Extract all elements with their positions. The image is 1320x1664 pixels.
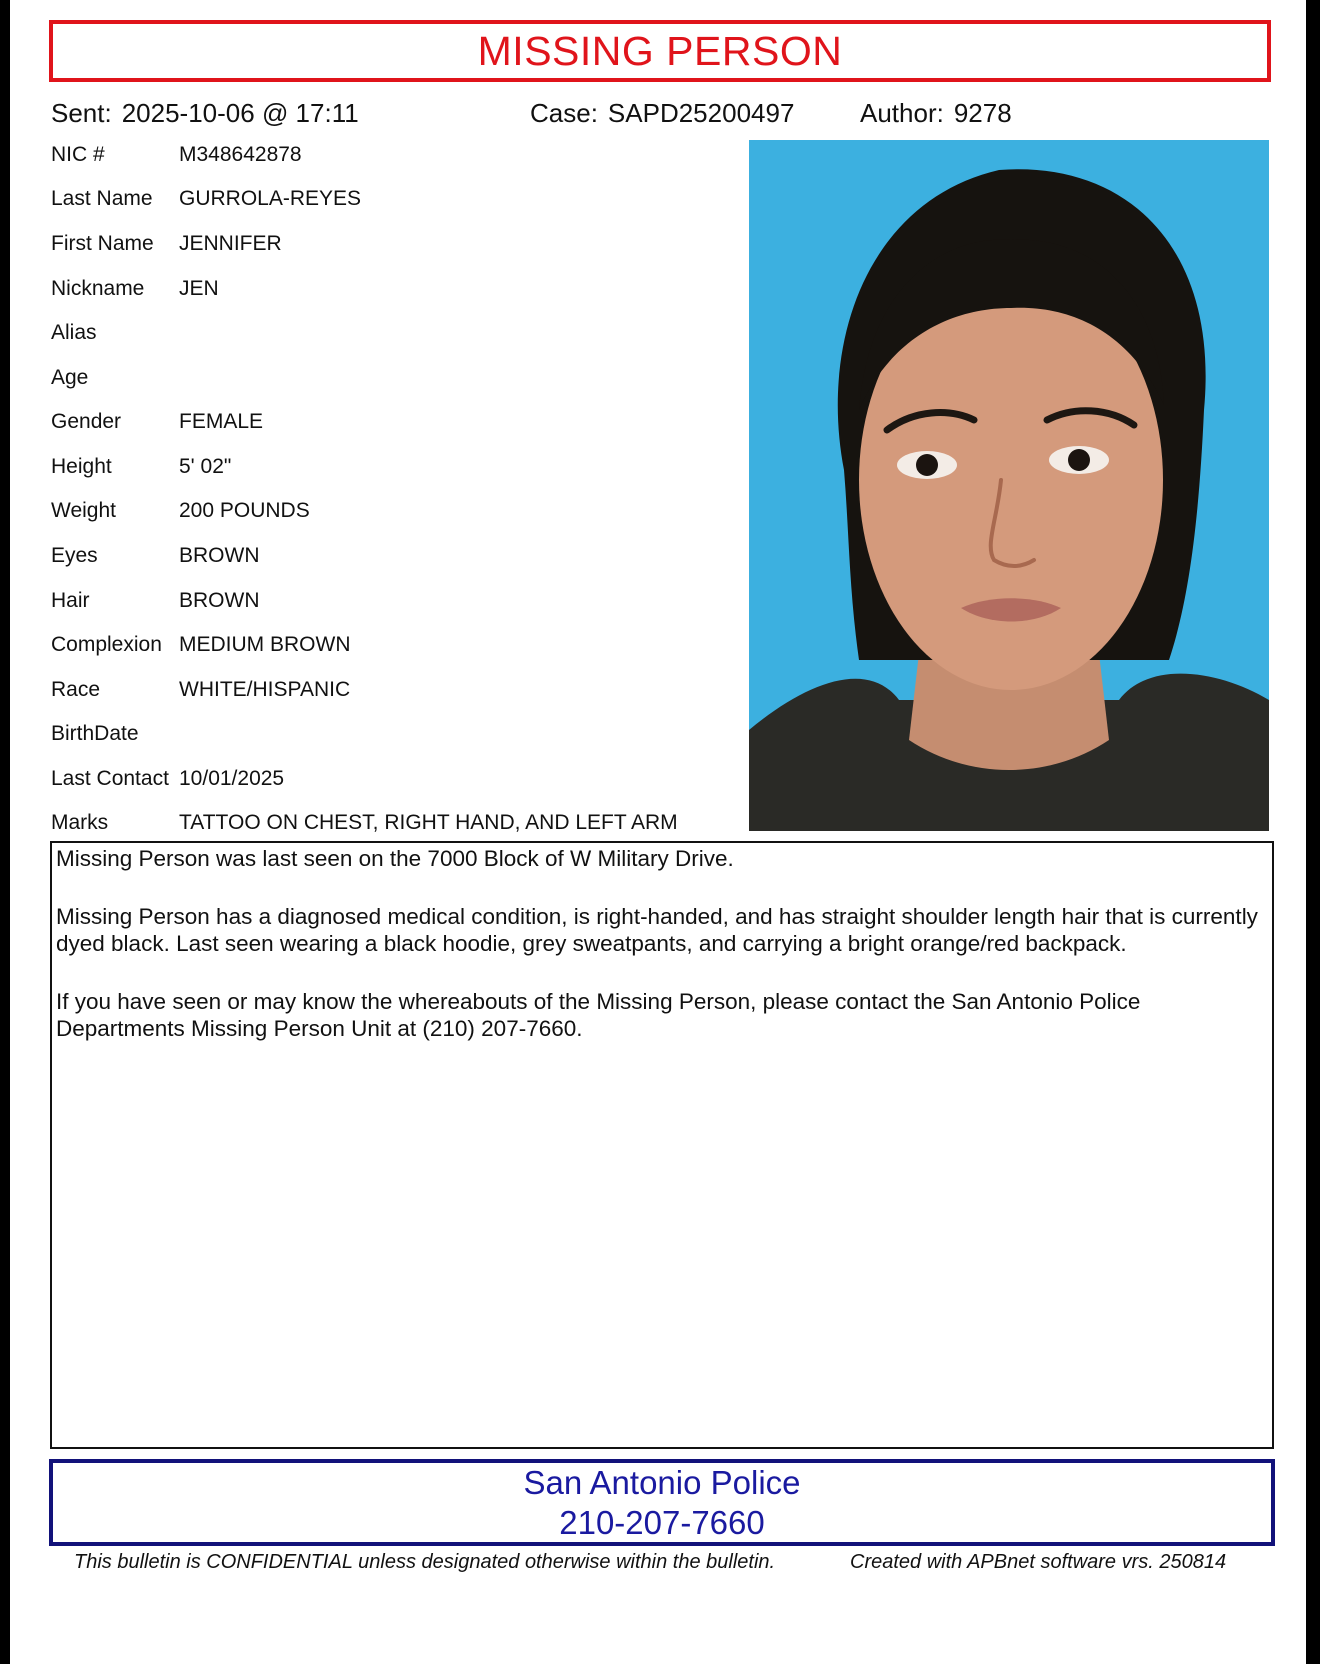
field-value: TATTOO ON CHEST, RIGHT HAND, AND LEFT ARM: [179, 811, 678, 834]
left-screen-edge: [0, 0, 10, 1664]
portrait-placeholder-illustration: [749, 140, 1269, 831]
narrative-paragraph: If you have seen or may know the whereabouts of the Missing Person, please contact the San Antonio Police Departments Missing Person Unit at (210) 207-7660.: [56, 989, 1141, 1041]
field-value: MEDIUM BROWN: [179, 633, 351, 656]
field-label: Weight: [51, 499, 116, 522]
field-value: JEN: [179, 277, 219, 300]
narrative-box: [50, 841, 1274, 1449]
field-label: First Name: [51, 232, 154, 255]
case-info: [530, 98, 794, 129]
software-credit: Created with APBnet software vrs. 250814: [850, 1551, 1227, 1573]
field-value: 5' 02": [179, 455, 232, 478]
author-label: Author:: [860, 98, 944, 128]
author-value: 9278: [953, 98, 1012, 128]
case-label: Case:: [530, 98, 598, 128]
agency-phone: 210-207-7660: [559, 1504, 765, 1541]
author-info: [860, 98, 1012, 129]
field-value: M348642878: [179, 143, 302, 166]
field-value: GURROLA-REYES: [179, 187, 362, 210]
field-label: Last Name: [51, 187, 153, 210]
field-label: Alias: [51, 321, 97, 344]
agency-contact-box: [49, 1459, 1275, 1546]
field-value: BROWN: [179, 544, 260, 567]
case-value: SAPD25200497: [607, 98, 795, 128]
field-value: BROWN: [179, 589, 260, 612]
field-label: Hair: [51, 589, 90, 612]
field-label: Complexion: [51, 633, 162, 656]
bulletin-title-box: [49, 20, 1271, 82]
bulletin-title: MISSING PERSON: [477, 27, 843, 74]
field-label: Height: [51, 455, 112, 478]
right-screen-edge: [1306, 0, 1320, 1664]
agency-name: San Antonio Police: [523, 1464, 801, 1501]
field-label: Eyes: [51, 544, 98, 567]
field-label: Marks: [51, 811, 109, 834]
sent-label: Sent:: [51, 98, 112, 128]
narrative-paragraph: Missing Person was last seen on the 7000 Block of W Military Drive.: [56, 846, 734, 871]
field-label: NIC #: [51, 143, 105, 166]
field-label: Race: [51, 678, 101, 701]
field-value: WHITE/HISPANIC: [179, 678, 351, 701]
field-value: FEMALE: [179, 410, 264, 433]
sent-info: [51, 98, 359, 129]
field-label: Age: [51, 366, 89, 389]
field-label: Last Contact: [51, 767, 169, 790]
field-label: BirthDate: [51, 722, 139, 745]
sent-value: 2025-10-06 @ 17:11: [121, 98, 359, 128]
confidential-notice: This bulletin is CONFIDENTIAL unless designated otherwise within the bulletin.: [74, 1551, 776, 1573]
field-value: 10/01/2025: [179, 767, 285, 790]
narrative-paragraph: Missing Person has a diagnosed medical condition, is right-handed, and has straight shoulder length hair that is currently dyed black. Last seen wearing a black hoodie, grey sweatpants, and carrying a bright orange/red backpack.: [56, 904, 1258, 956]
field-value: 200 POUNDS: [179, 499, 310, 522]
field-label: Nickname: [51, 277, 145, 300]
field-label: Gender: [51, 410, 122, 433]
person-photo: [749, 140, 1269, 831]
field-value: JENNIFER: [179, 232, 282, 255]
